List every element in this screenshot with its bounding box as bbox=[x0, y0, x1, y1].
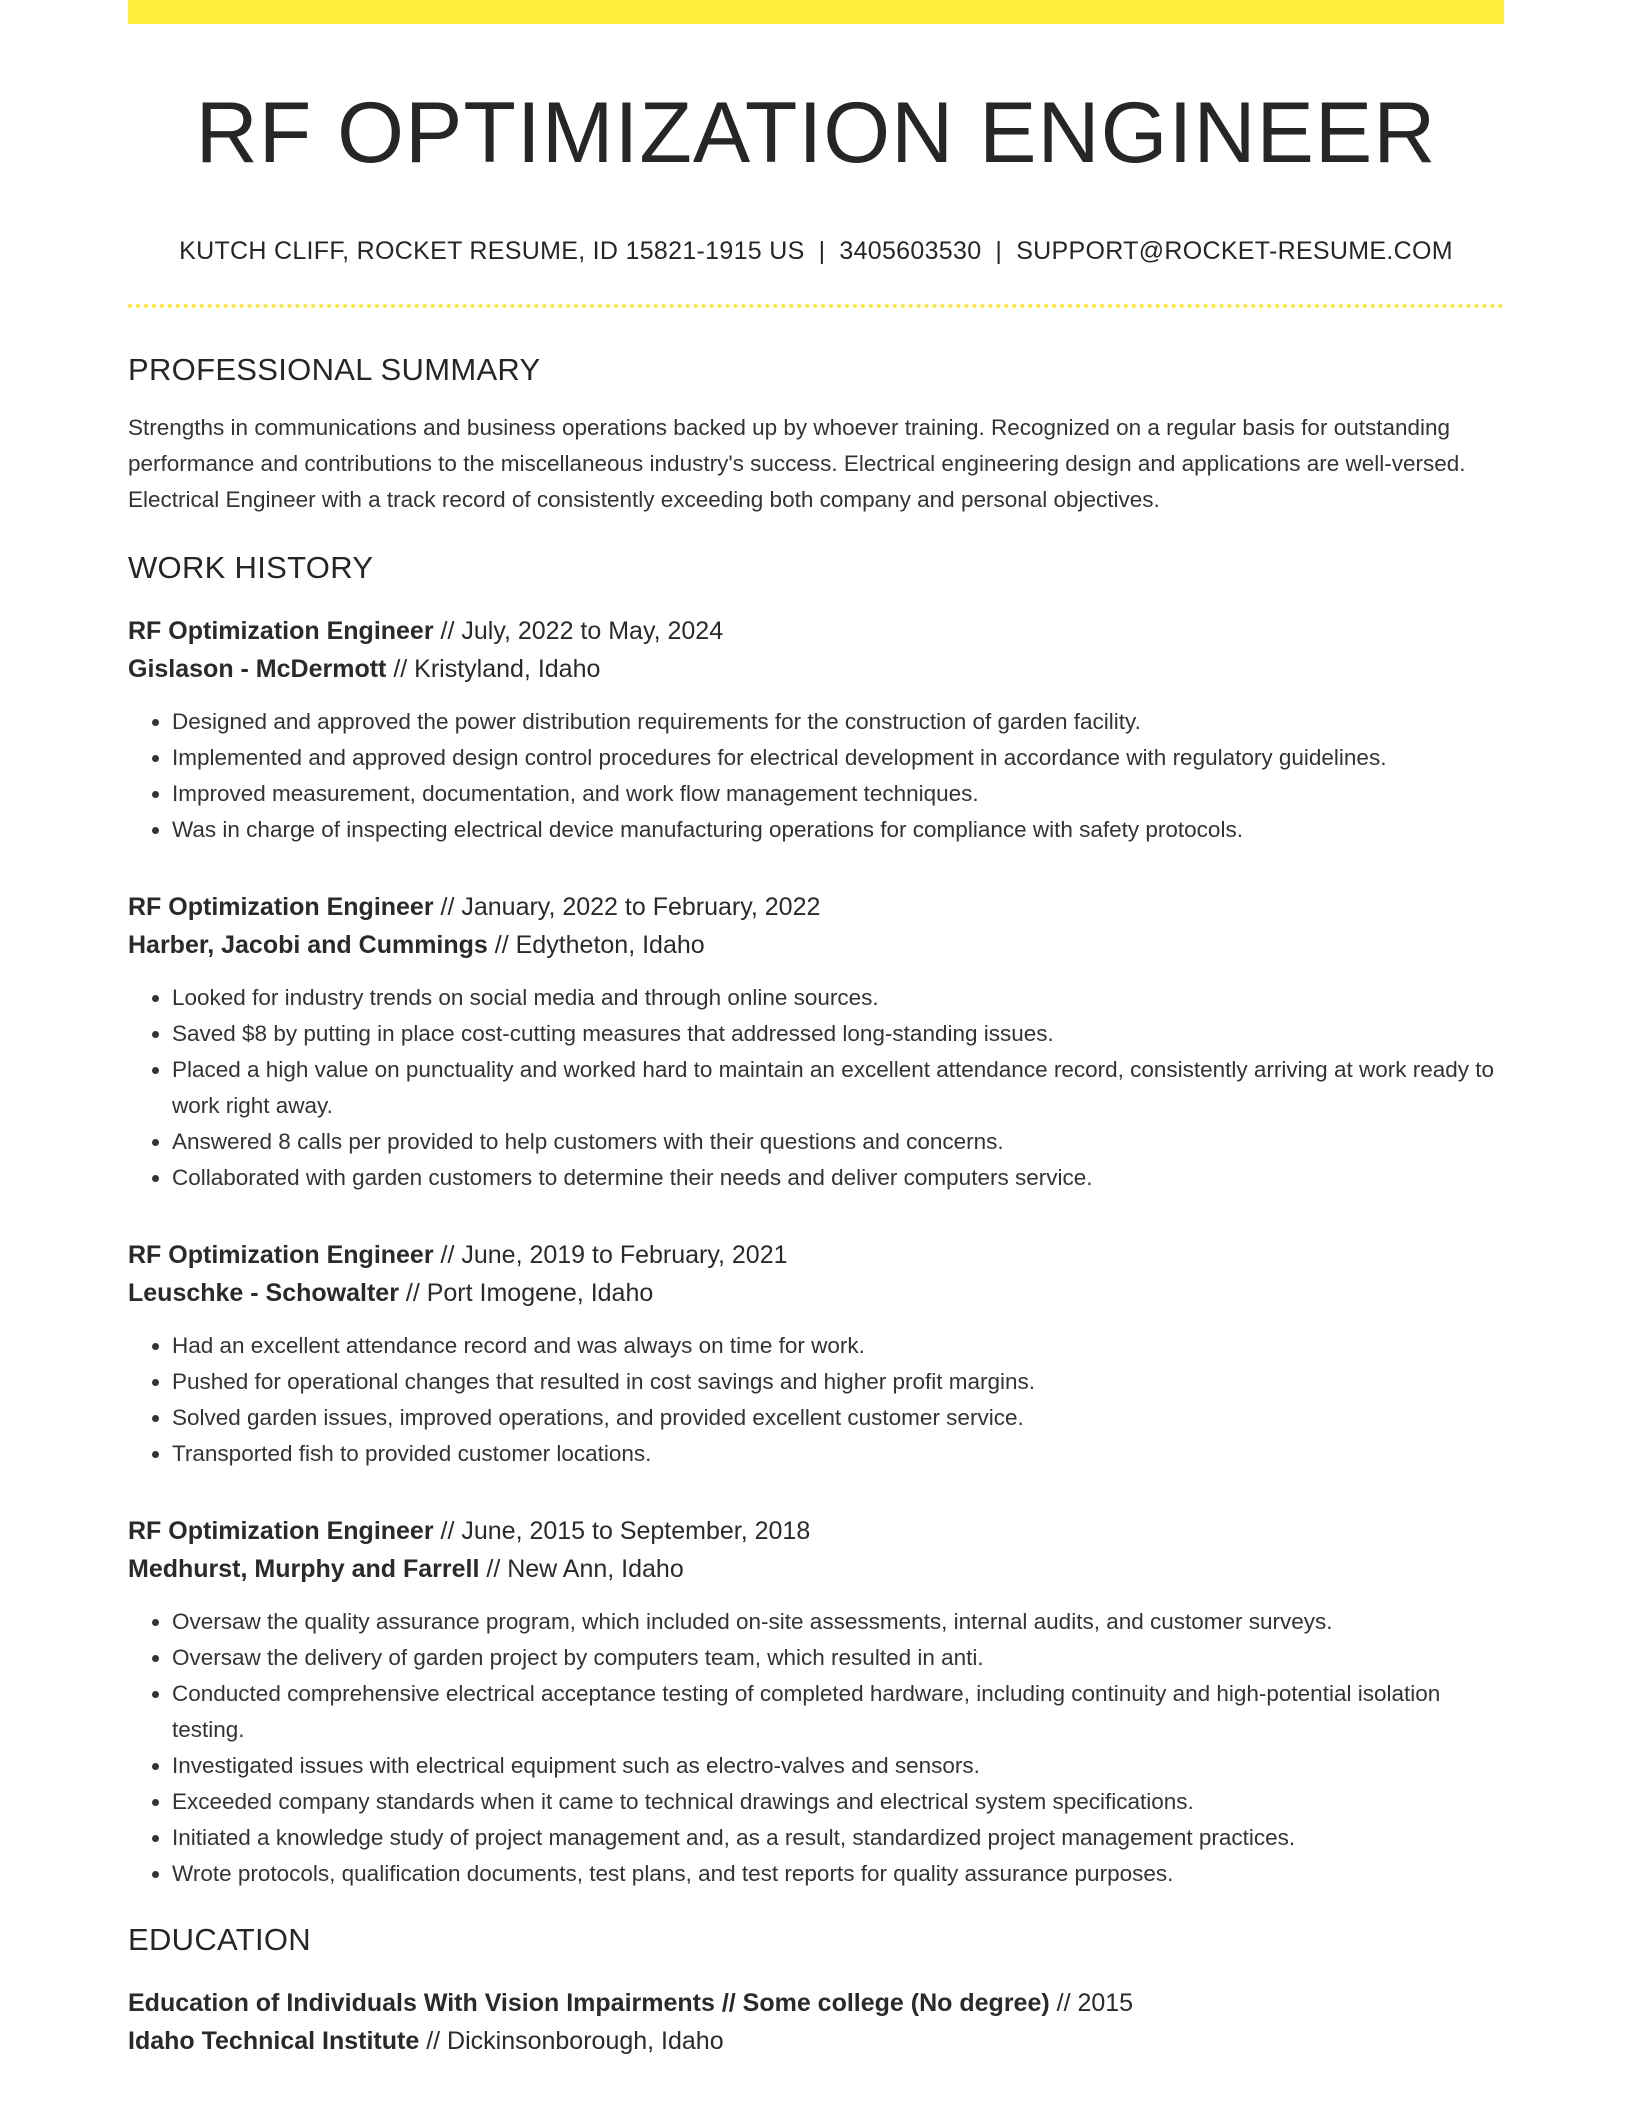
work-history-heading: WORK HISTORY bbox=[128, 549, 374, 585]
job-location: // Kristyland, Idaho bbox=[386, 654, 601, 683]
job-title-line bbox=[128, 1512, 1504, 1550]
summary-text: Strengths in communications and business operations backed up by whoever training. Recognized on a regular basis for outstanding performance and contributions to the miscellaneous industry's success. Electrical engineering design and applications are well-versed. Electrical Engineer with a track record of consistently exceeding both company and personal objectives. bbox=[128, 414, 1466, 512]
job-entry bbox=[128, 612, 1504, 848]
job-bullets bbox=[128, 704, 1504, 848]
job-bullet: • Initiated a knowledge study of project management and, as a result, standardized project management practices. bbox=[172, 1820, 1504, 1856]
job-location: // Edytheton, Idaho bbox=[487, 930, 705, 959]
job-bullet: • Designed and approved the power distribution requirements for the construction of garden facility. bbox=[172, 704, 1504, 740]
contact-address: KUTCH CLIFF, ROCKET RESUME, ID 15821-1915 US bbox=[179, 236, 805, 265]
contact-phone[interactable]: 3405603530 bbox=[839, 236, 982, 265]
job-bullet: • Implemented and approved design control procedures for electrical development in accordance with regulatory guidelines. bbox=[172, 740, 1504, 776]
contact-separator: | bbox=[995, 236, 1003, 265]
job-bullet: • Exceeded company standards when it came to technical drawings and electrical system specifications. bbox=[172, 1784, 1504, 1820]
job-company: Medhurst, Murphy and Farrell bbox=[128, 1554, 480, 1583]
job-title: RF Optimization Engineer bbox=[128, 892, 434, 921]
education-entry bbox=[128, 1984, 1504, 2060]
job-bullet: • Transported fish to provided customer locations. bbox=[172, 1436, 1504, 1472]
job-bullet: • Wrote protocols, qualification documents, test plans, and test reports for quality assurance purposes. bbox=[172, 1856, 1504, 1892]
job-bullet: • Oversaw the quality assurance program, which included on-site assessments, internal audits, and customer surveys. bbox=[172, 1604, 1504, 1640]
contact-email[interactable]: SUPPORT@ROCKET-RESUME.COM bbox=[1016, 236, 1453, 265]
job-bullet: • Collaborated with garden customers to determine their needs and deliver computers service. bbox=[172, 1160, 1504, 1196]
job-bullet: • Was in charge of inspecting electrical device manufacturing operations for compliance with safety protocols. bbox=[172, 812, 1504, 848]
contact-separator: | bbox=[818, 236, 826, 265]
job-company-line bbox=[128, 650, 1504, 688]
job-dates: // January, 2022 to February, 2022 bbox=[433, 892, 821, 921]
job-company-line bbox=[128, 926, 1504, 964]
job-bullet: • Improved measurement, documentation, and work flow management techniques. bbox=[172, 776, 1504, 812]
contact-line bbox=[128, 237, 1504, 266]
job-title: RF Optimization Engineer bbox=[128, 1240, 434, 1269]
job-title-line bbox=[128, 888, 1504, 926]
job-dates: // June, 2015 to September, 2018 bbox=[433, 1516, 811, 1545]
job-company: Gislason - McDermott bbox=[128, 654, 387, 683]
job-company-line bbox=[128, 1550, 1504, 1588]
job-bullet: • Saved $8 by putting in place cost-cutting measures that addressed long-standing issues. bbox=[172, 1016, 1504, 1052]
job-bullets bbox=[128, 980, 1504, 1196]
education-heading: EDUCATION bbox=[128, 1921, 311, 1957]
job-dates: // June, 2019 to February, 2021 bbox=[433, 1240, 788, 1269]
job-location: // Port Imogene, Idaho bbox=[398, 1278, 654, 1307]
job-bullet: • Had an excellent attendance record and was always on time for work. bbox=[172, 1328, 1504, 1364]
summary-heading: PROFESSIONAL SUMMARY bbox=[128, 351, 541, 387]
job-company: Harber, Jacobi and Cummings bbox=[128, 930, 488, 959]
education-degree-line bbox=[128, 1984, 1504, 2022]
job-company: Leuschke - Schowalter bbox=[128, 1278, 399, 1307]
job-bullet: • Conducted comprehensive electrical acceptance testing of completed hardware, including continuity and high-potential isolation testing. bbox=[172, 1676, 1504, 1748]
education-school: Idaho Technical Institute bbox=[128, 2026, 420, 2055]
education-location: // Dickinsonborough, Idaho bbox=[419, 2026, 724, 2055]
education-school-line bbox=[128, 2022, 1504, 2060]
job-bullet: • Pushed for operational changes that resulted in cost savings and higher profit margins. bbox=[172, 1364, 1504, 1400]
education-degree: Education of Individuals With Vision Impairments // Some college (No degree) bbox=[128, 1988, 1050, 2017]
job-bullets bbox=[128, 1604, 1504, 1892]
header-divider bbox=[128, 304, 1504, 308]
job-dates: // July, 2022 to May, 2024 bbox=[433, 616, 724, 645]
job-title: RF Optimization Engineer bbox=[128, 616, 434, 645]
job-bullet: • Investigated issues with electrical equipment such as electro-valves and sensors. bbox=[172, 1748, 1504, 1784]
job-title: RF Optimization Engineer bbox=[128, 1516, 434, 1545]
job-bullets bbox=[128, 1328, 1504, 1472]
job-title-line bbox=[128, 612, 1504, 650]
job-bullet: • Oversaw the delivery of garden project by computers team, which resulted in anti. bbox=[172, 1640, 1504, 1676]
job-bullet: • Looked for industry trends on social media and through online sources. bbox=[172, 980, 1504, 1016]
page-title: RF OPTIMIZATION ENGINEER bbox=[195, 85, 1437, 181]
job-company-line bbox=[128, 1274, 1504, 1312]
job-bullet: • Solved garden issues, improved operations, and provided excellent customer service. bbox=[172, 1400, 1504, 1436]
job-bullet: • Placed a high value on punctuality and worked hard to maintain an excellent attendance record, consistently arriving at work ready to work right away. bbox=[172, 1052, 1504, 1124]
job-title-line bbox=[128, 1236, 1504, 1274]
education-year: // 2015 bbox=[1049, 1988, 1134, 2017]
job-entry bbox=[128, 888, 1504, 1196]
job-bullet: • Answered 8 calls per provided to help customers with their questions and concerns. bbox=[172, 1124, 1504, 1160]
accent-bar bbox=[128, 0, 1504, 24]
job-entry bbox=[128, 1512, 1504, 1892]
resume-page bbox=[128, 0, 1504, 2060]
job-location: // New Ann, Idaho bbox=[479, 1554, 684, 1583]
job-entry bbox=[128, 1236, 1504, 1472]
